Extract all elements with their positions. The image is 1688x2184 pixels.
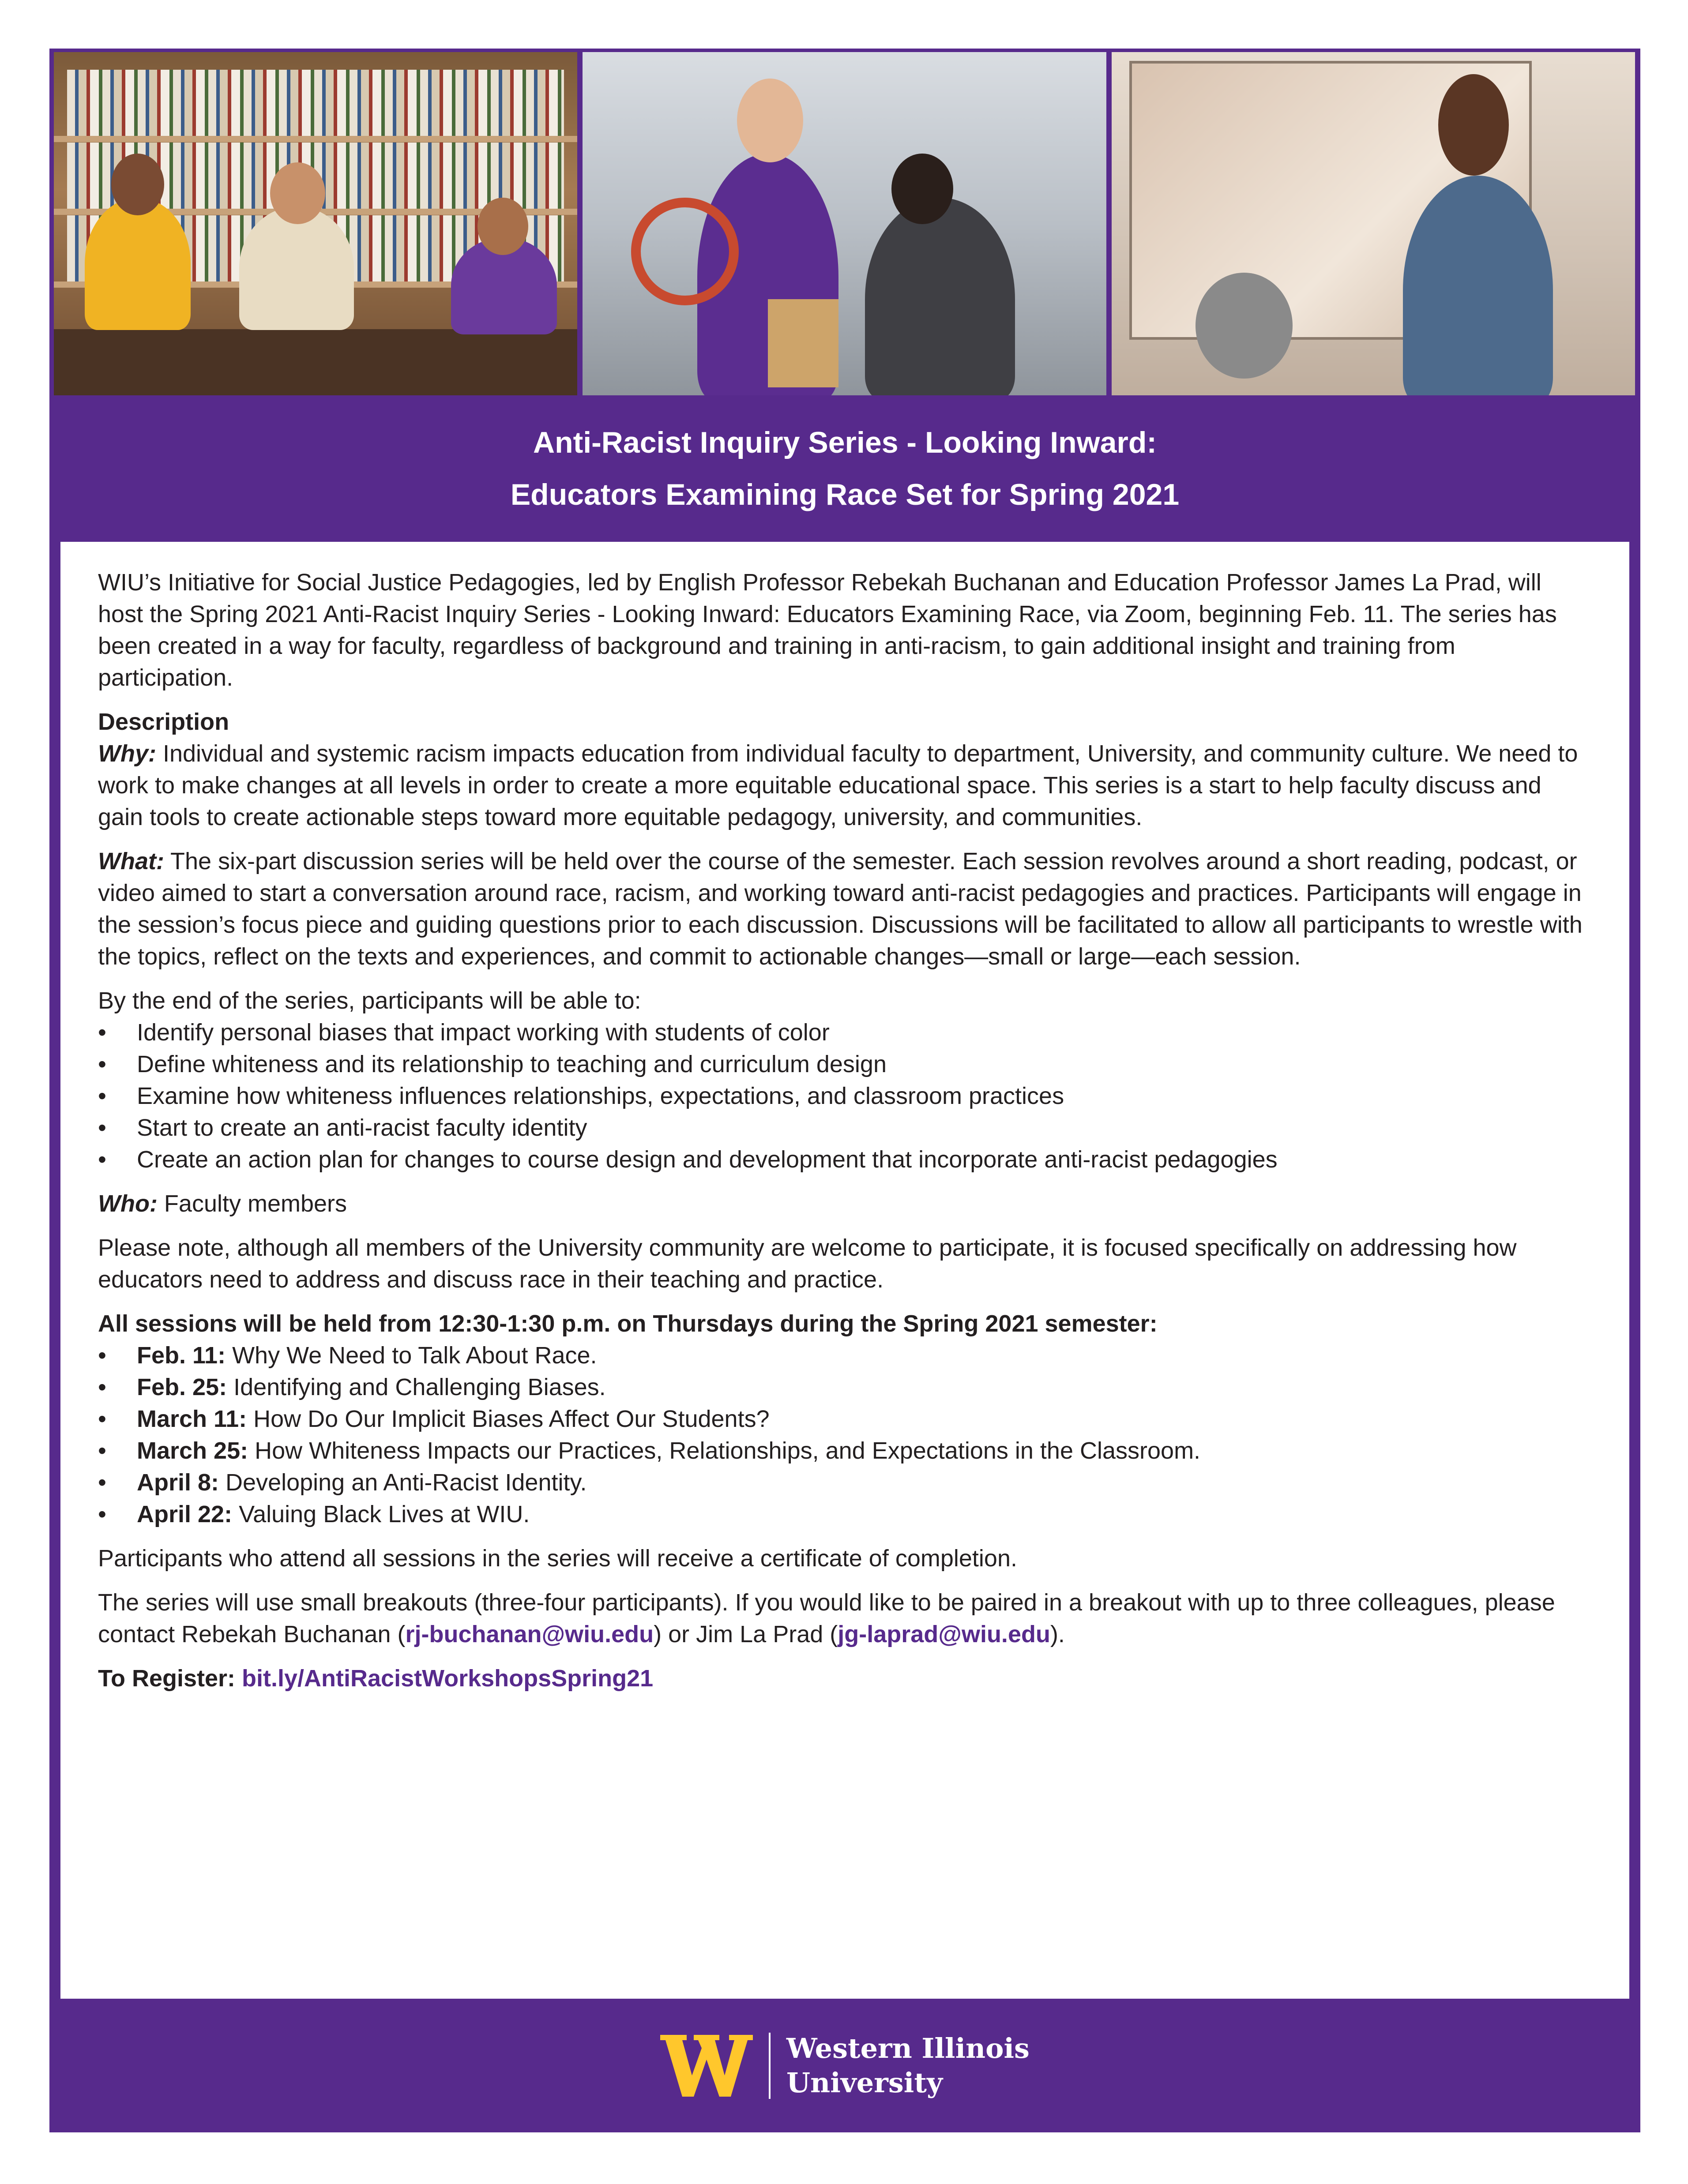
register-link[interactable]: bit.ly/AntiRacistWorkshopsSpring21 [242, 1665, 654, 1692]
session-topic: Why We Need to Talk About Race. [226, 1342, 597, 1369]
list-item [98, 1403, 1585, 1435]
intro-paragraph: WIU’s Initiative for Social Justice Pedagogies, led by English Professor Rebekah Buchanan and Education Professor James La Prad, will host the Spring 2021 Anti-Racist Inquiry Series - Looking Inward: Educators Examining Race, via Zoom, beginning Feb. 11. The series has been created in a way for faculty, regardless of background and training in anti-racism, to gain additional insight and training from participation. [98, 569, 1557, 691]
session-topic: Developing an Anti-Racist Identity. [219, 1469, 587, 1496]
page-title-line-1: Anti-Racist Inquiry Series - Looking Inward: [533, 426, 1157, 459]
session-date: April 8: [137, 1469, 219, 1496]
email-link-buchanan[interactable]: rj-buchanan@wiu.edu [405, 1621, 654, 1647]
what-paragraph [98, 845, 1585, 972]
list-item [98, 1498, 1585, 1530]
list-item [98, 1467, 1585, 1498]
list-item: • Identify personal biases that impact working with students of color [98, 1017, 1585, 1048]
what-label: What: [98, 848, 164, 874]
university-wordmark [786, 2031, 1030, 2100]
breakouts-text-before: The series will use small breakouts (three-four participants). If you would like to be paired in a breakout with up to three colleagues, please contact Rebekah Buchanan ( [98, 1589, 1555, 1647]
list-item: • Examine how whiteness influences relationships, expectations, and classroom practices [98, 1080, 1585, 1112]
outcomes-intro: By the end of the series, participants will be able to: [98, 987, 641, 1014]
why-label: Why: [98, 740, 156, 767]
breakouts-text-after: ). [1050, 1621, 1065, 1647]
list-item [98, 1435, 1585, 1467]
photo-student-presenting [1112, 52, 1635, 395]
session-date: March 11: [137, 1406, 247, 1432]
content-body [98, 567, 1585, 1694]
who-label: Who: [98, 1190, 158, 1217]
what-text: The six-part discussion series will be held over the course of the semester. Each session revolves around a short reading, podcast, or video aimed to start a conversation around race, racism, and working toward anti-racist pedagogies and practices. Participants will engage in the session’s focus piece and guiding questions prior to each discussion. Discussions will be facilitated to allow all participants to wrestle with the topics, reflect on the texts and experiences, and commit to actionable changes—small or large—each session. [98, 848, 1583, 970]
session-date: March 25: [137, 1437, 248, 1464]
photo-students-lab [583, 52, 1106, 395]
session-topic: How Do Our Implicit Biases Affect Our Students? [247, 1406, 770, 1432]
who-text: Faculty members [157, 1190, 347, 1217]
list-item [98, 1371, 1585, 1403]
flyer-frame [49, 49, 1640, 2132]
who-paragraph [98, 1188, 1585, 1220]
photo-students-library [54, 52, 577, 395]
photo-strip [54, 52, 1635, 395]
breakouts-text-middle: ) or Jim La Prad ( [654, 1621, 838, 1647]
list-item: • Define whiteness and its relationship to teaching and curriculum design [98, 1048, 1585, 1080]
register-label: To Register: [98, 1665, 242, 1692]
list-item: • Start to create an anti-racist faculty identity [98, 1112, 1585, 1144]
wordmark-line-1: Western Illinois [786, 2032, 1030, 2064]
register-paragraph [98, 1662, 1585, 1694]
session-date: Feb. 25: [137, 1374, 227, 1400]
why-text: Individual and systemic racism impacts education from individual faculty to department, University, and community culture. We need to work to make changes at all levels in order to create a more equitable educational space. This series is a start to help faculty discuss and gain tools to create actionable steps toward more equitable pedagogy, university, and communities. [98, 740, 1578, 830]
email-link-laprad[interactable]: jg-laprad@wiu.edu [838, 1621, 1050, 1647]
list-item: • Create an action plan for changes to course design and development that incorporate anti-racist pedagogies [98, 1144, 1585, 1175]
breakouts-paragraph [98, 1587, 1585, 1650]
outcomes-list [98, 1017, 1585, 1175]
session-topic: How Whiteness Impacts our Practices, Relationships, and Expectations in the Classroom. [248, 1437, 1201, 1464]
session-date: Feb. 11: [137, 1342, 226, 1369]
footer-band [49, 1999, 1640, 2132]
logo-divider [769, 2033, 771, 2099]
why-paragraph [98, 738, 1585, 833]
list-item [98, 1340, 1585, 1371]
sessions-list [98, 1340, 1585, 1530]
session-topic: Valuing Black Lives at WIU. [232, 1501, 530, 1527]
certificate-paragraph: Participants who attend all sessions in the series will receive a certificate of completion. [98, 1545, 1017, 1572]
note-paragraph: Please note, although all members of the University community are welcome to participate, it is focused specifically on addressing how educators need to address and discuss race in their teaching and practice. [98, 1235, 1517, 1293]
title-band [49, 395, 1640, 542]
content-panel [60, 542, 1629, 1999]
wiu-w-logo-icon [660, 2035, 753, 2097]
session-topic: Identifying and Challenging Biases. [227, 1374, 606, 1400]
description-heading: Description [98, 709, 229, 735]
page-title-line-2: Educators Examining Race Set for Spring 2021 [510, 478, 1180, 511]
sessions-heading: All sessions will be held from 12:30-1:30 p.m. on Thursdays during the Spring 2021 semester: [98, 1310, 1158, 1337]
wordmark-line-2: University [786, 2066, 943, 2099]
session-date: April 22: [137, 1501, 233, 1527]
